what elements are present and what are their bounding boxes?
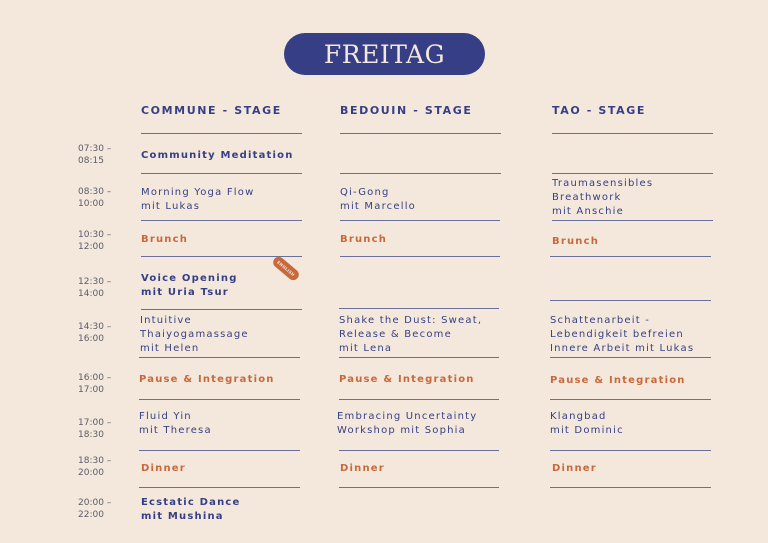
event-shake-the-dust: Shake the Dust: Sweat, Release & Become mit Lena xyxy=(339,315,483,354)
divider xyxy=(550,399,711,400)
event-morning-yoga: Morning Yoga Flow mit Lukas xyxy=(141,187,255,212)
divider xyxy=(139,399,300,400)
divider xyxy=(552,133,713,134)
time-slot-5: 14:30 – 16:00 xyxy=(78,322,112,344)
divider xyxy=(340,256,500,257)
event-qi-gong: Qi-Gong mit Marcello xyxy=(340,187,416,212)
time-slot-4: 12:30 – 14:00 xyxy=(78,277,112,299)
stage-header-bedouin: BEDOUIN - STAGE xyxy=(340,104,473,117)
event-community-meditation: Community Meditation xyxy=(141,150,294,161)
divider xyxy=(552,220,713,221)
event-dinner-commune: Dinner xyxy=(141,463,186,474)
divider xyxy=(141,220,302,221)
divider xyxy=(339,308,499,309)
event-voice-opening: Voice Opening mit Uria Tsur xyxy=(141,273,238,298)
event-ecstatic-dance: Ecstatic Dance mit Mushina xyxy=(141,497,241,522)
time-slot-1: 07:30 – 08:15 xyxy=(78,144,112,166)
time-slot-8: 18:30 – 20:00 xyxy=(78,456,112,478)
event-dinner-tao: Dinner xyxy=(552,463,597,474)
day-title: FREITAG xyxy=(323,39,446,69)
divider xyxy=(141,309,302,310)
divider xyxy=(550,357,711,358)
divider xyxy=(550,487,711,488)
divider xyxy=(339,487,499,488)
divider xyxy=(340,133,501,134)
event-embracing-uncertainty: Embracing Uncertainty Workshop mit Sophia xyxy=(337,411,478,436)
event-thaiyogamassage: Intuitive Thaiyogamassage mit Helen xyxy=(140,315,249,354)
event-pause-tao: Pause & Integration xyxy=(550,375,686,386)
time-slot-3: 10:30 – 12:00 xyxy=(78,230,112,252)
time-slot-9: 20:00 – 22:00 xyxy=(78,498,112,520)
event-klangbad: Klangbad mit Dominic xyxy=(550,411,624,436)
event-fluid-yin: Fluid Yin mit Theresa xyxy=(139,411,212,436)
stage-header-commune: COMMUNE - STAGE xyxy=(141,104,282,117)
divider xyxy=(139,450,300,451)
divider xyxy=(141,173,302,174)
divider xyxy=(340,173,501,174)
event-pause-bedouin: Pause & Integration xyxy=(339,374,475,385)
divider xyxy=(552,173,713,174)
divider xyxy=(139,357,300,358)
event-dinner-bedouin: Dinner xyxy=(340,463,385,474)
divider xyxy=(339,399,499,400)
stage-header-tao: TAO - STAGE xyxy=(552,104,646,117)
divider xyxy=(550,450,711,451)
divider xyxy=(339,450,499,451)
event-schattenarbeit: Schattenarbeit - Lebendigkeit befreien Innere Arbeit mit Lukas xyxy=(550,315,695,354)
divider xyxy=(340,220,500,221)
time-slot-7: 17:00 – 18:30 xyxy=(78,418,112,440)
time-slot-6: 16:00 – 17:00 xyxy=(78,373,112,395)
divider xyxy=(141,133,302,134)
day-title-pill xyxy=(284,33,485,75)
event-traumasensibles-breathwork: Traumasensibles Breathwork mit Anschie xyxy=(552,178,654,217)
divider xyxy=(139,487,300,488)
event-brunch-tao: Brunch xyxy=(552,236,600,247)
divider xyxy=(550,256,711,257)
event-brunch-commune: Brunch xyxy=(141,234,189,245)
time-slot-2: 08:30 – 10:00 xyxy=(78,187,112,209)
divider xyxy=(550,300,711,301)
event-pause-commune: Pause & Integration xyxy=(139,374,275,385)
divider xyxy=(339,357,499,358)
event-brunch-bedouin: Brunch xyxy=(340,234,388,245)
english-badge: ENGLISH xyxy=(271,255,301,283)
